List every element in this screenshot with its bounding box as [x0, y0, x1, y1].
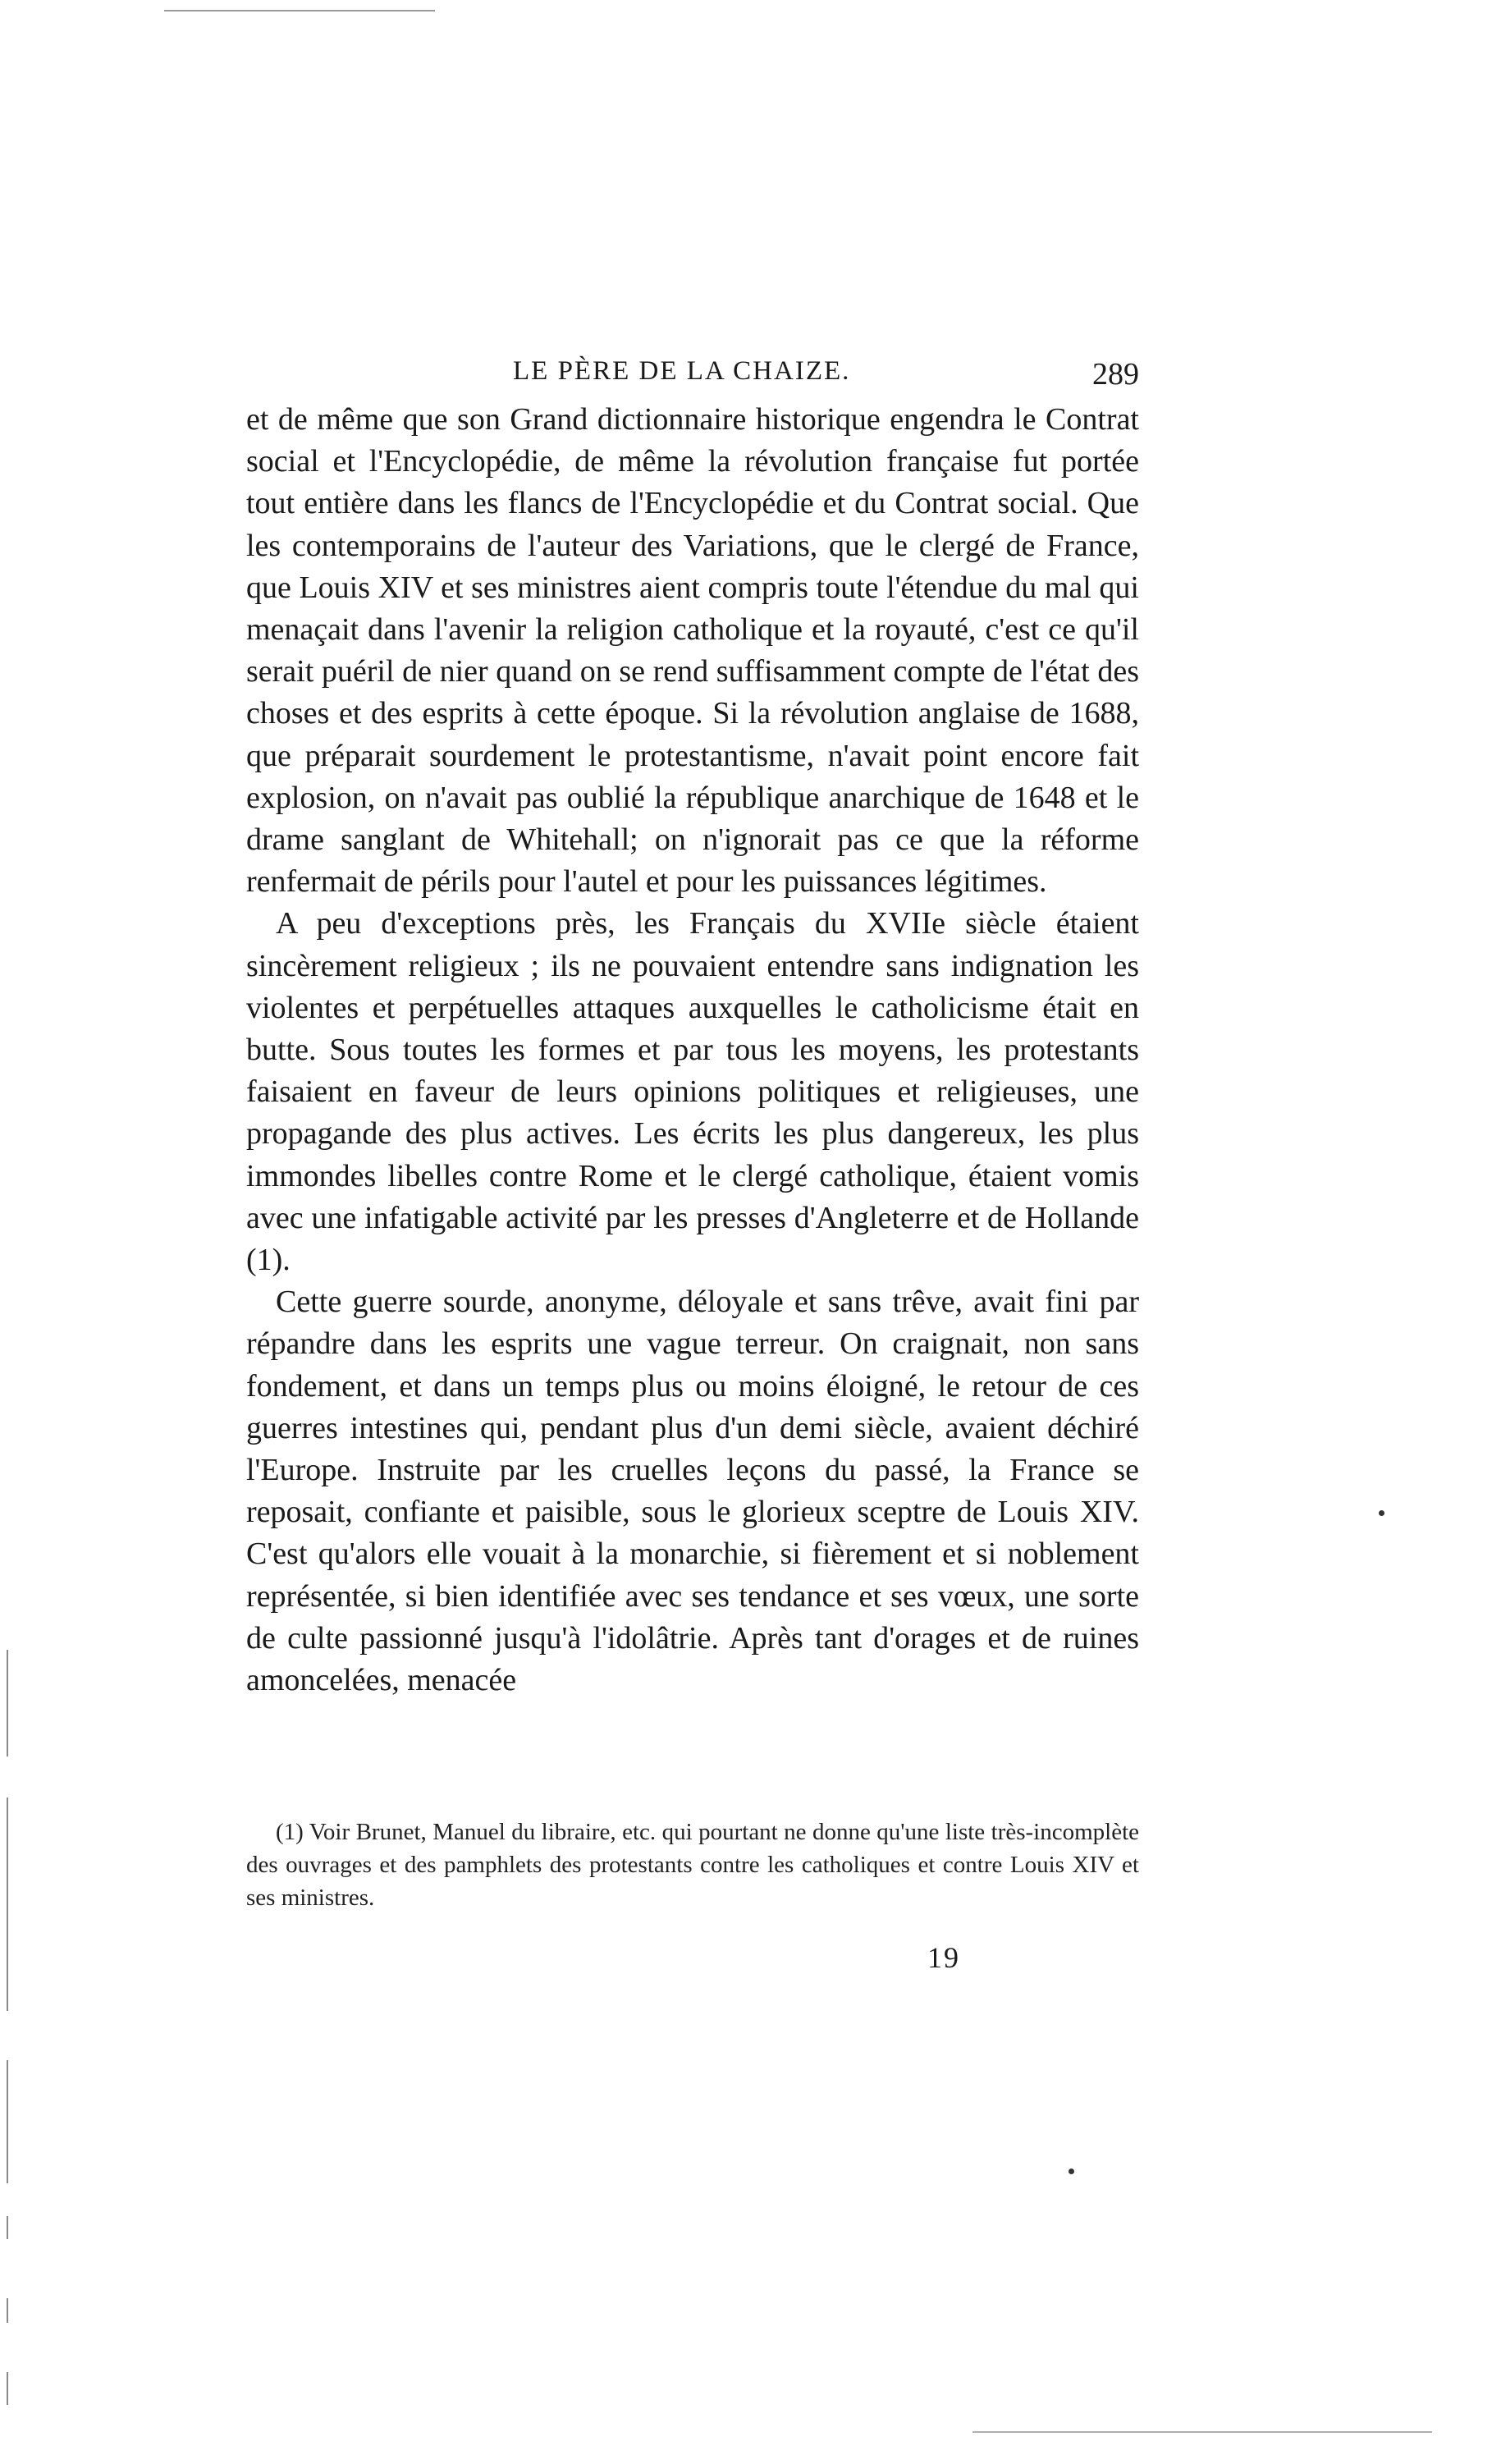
paragraph: Cette guerre sourde, anonyme, déloyale et sans trêve, avait fini par répandre dans les esprits une vague terreur. On craignait, non sans fondement, et dans un temps plus ou moins éloigné, le retour de ces guerres intestines qui, pendant plus d'un demi siècle, avaient déchiré l'Europe. Instruite par les cruelles leçons du passé, la France se reposait, confiante et paisible, sous le glorieux sceptre de Louis XIV. C'est qu'alors elle vouait à la monarchie, si fièrement et si noblement représentée, si bien identifiée avec ses tendance et ses vœux, une sorte de culte passionné jusqu'à l'idolâtrie. Après tant d'orages et de ruines amoncelées, menacée	[246, 1285, 1139, 1698]
body-text	[246, 399, 1139, 1701]
margin-scan-line	[7, 2298, 8, 2323]
footnote-text: (1) Voir Brunet, Manuel du libraire, etc. qui pourtant ne donne qu'une liste très-incomplète des ouvrages et des pamphlets des protestants contre les catholiques et contre Louis XIV et ses ministres.	[246, 1819, 1139, 1911]
page-header	[246, 356, 1139, 402]
margin-scan-line	[7, 2372, 8, 2405]
ink-speck	[1069, 2169, 1074, 2174]
signature-mark: 19	[927, 1941, 960, 1974]
running-title: LE PÈRE DE LA CHAIZE.	[513, 356, 851, 386]
margin-scan-line	[7, 1650, 8, 1756]
margin-scan-line	[7, 2216, 8, 2239]
margin-scan-line	[7, 1798, 8, 2011]
page-number: 289	[1092, 357, 1139, 392]
footnote	[246, 1816, 1139, 1914]
paragraph: et de même que son Grand dictionnaire historique engendra le Contrat social et l'Encyclopédie, de même la révolution française fut portée tout entière dans les flancs de l'Encyclopédie et du Contrat social. Que les contemporains de l'auteur des Variations, que le clergé de France, que Louis XIV et ses ministres aient compris toute l'étendue du mal qui menaçait dans l'avenir la religion catholique et la royauté, c'est ce qu'il serait puéril de nier quand on se rend suffisamment compte de l'état des choses et des esprits à cette époque. Si la révolution anglaise de 1688, que préparait sourdement le protestantisme, n'avait point encore fait explosion, on n'avait pas oublié la république anarchique de 1648 et le drame sanglant de Whitehall; on n'ignorait pas ce que la réforme renfermait de périls pour l'autel et pour les puissances légitimes.	[246, 402, 1139, 900]
scan-edge-top	[164, 10, 435, 11]
margin-scan-line	[7, 2060, 8, 2183]
ink-speck	[1379, 1510, 1384, 1516]
paragraph: A peu d'exceptions près, les Français du XVIIe siècle étaient sincèrement religieux ; ils ne pouvaient entendre sans indignation les violentes et perpétuelles attaques auxquelles le catholicisme était en butte. Sous toutes les formes et par tous les moyens, les protestants faisaient en faveur de leurs opinions politiques et religieuses, une propagande des plus actives. Les écrits les plus dangereux, les plus immondes libelles contre Rome et le clergé catholique, étaient vomis avec une infatigable activité par les presses d'Angleterre et de Hollande (1).	[246, 906, 1139, 1278]
scan-edge-bottom	[972, 2431, 1432, 2433]
